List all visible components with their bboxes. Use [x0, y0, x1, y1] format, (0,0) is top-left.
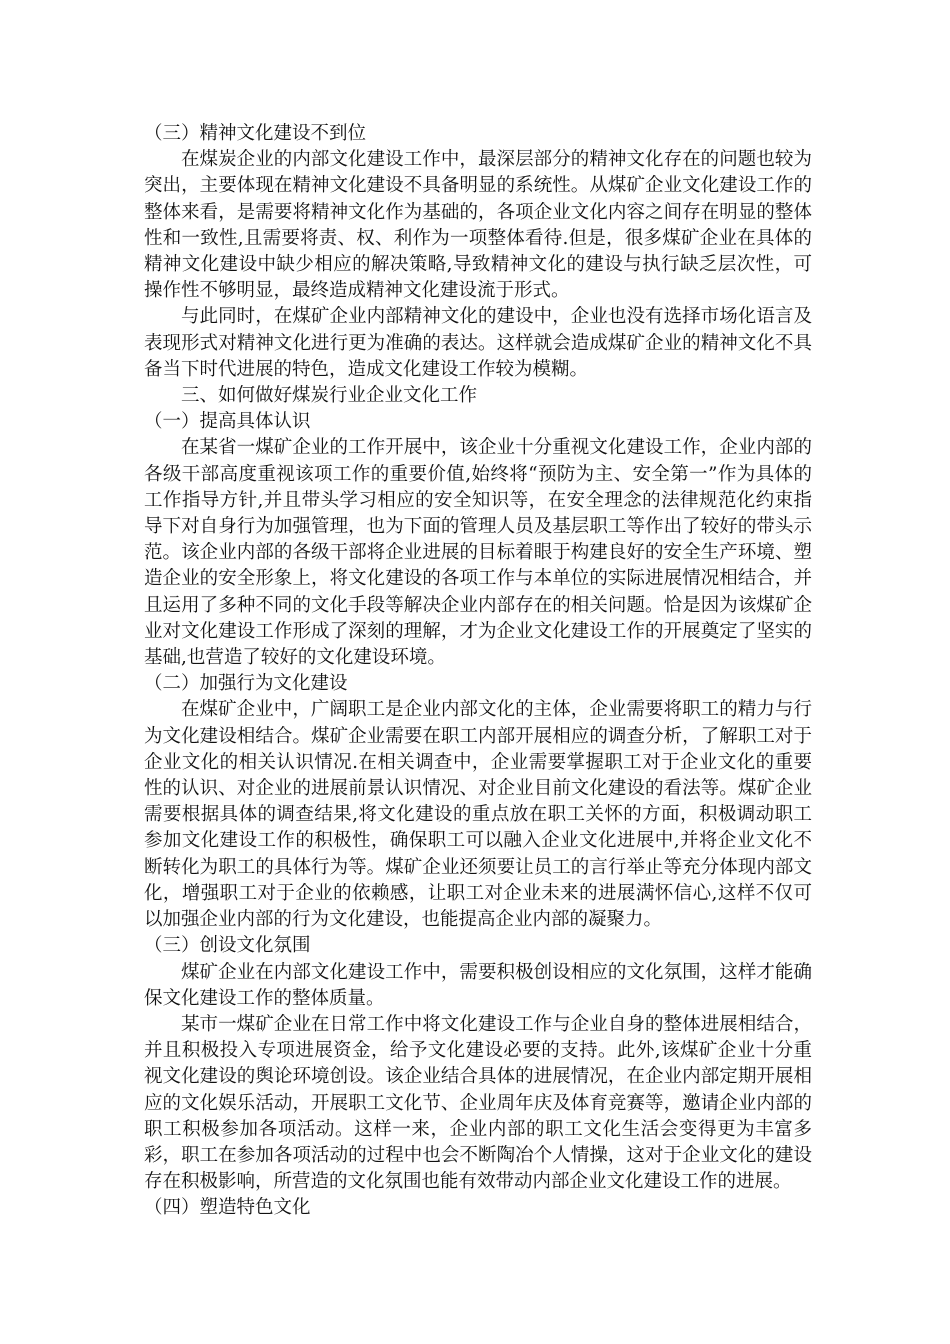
- paragraph: 在煤矿企业中，广阔职工是企业内部文化的主体，企业需要将职工的精力与行为文化建设相结合。煤矿企业需要在职工内部开展相应的调查分析，了解职工对于企业文化的相关认识情况.在相关调查中，企业需要掌握职工对于企业文化的重要性的认识、对企业的进展前景认识情况、对企业目前文化建设的看法等。煤矿企业需要根据具体的调查结果,将文化建设的重点放在职工关怀的方面，积极调动职工参加文化建设工作的积极性，确保职工可以融入企业文化进展中,并将企业文化不断转化为职工的具体行为等。煤矿企业还须要让员工的言行举止等充分体现内部文化，增强职工对于企业的依赖感，让职工对企业未来的进展满怀信心,这样不仅可以加强企业内部的行为文化建设，也能提高企业内部的凝聚力。: [144, 699, 812, 931]
- paragraph: 与此同时，在煤矿企业内部精神文化的建设中，企业也没有选择市场化语言及表现形式对精神文化进行更为准确的表达。这样就会造成煤矿企业的精神文化不具备当下时代进展的特色，造成文化建设工作较为模糊。: [144, 306, 812, 380]
- paragraph: 某市一煤矿企业在日常工作中将文化建设工作与企业自身的整体进展相结合，并且积极投入专项进展资金，给予文化建设必要的支持。此外,该煤矿企业十分重视文化建设的舆论环境创设。该企业结合具体的进展情况，在企业内部定期开展相应的文化娱乐活动，开展职工文化节、企业周年庆及体育竞赛等，邀请企业内部的职工积极参加各项活动。这样一来，企业内部的职工文化生活会变得更为丰富多彩，职工在参加各项活动的过程中也会不断陶冶个人情操，这对于企业文化的建设存在积极影响，所营造的文化氛围也能有效带动内部企业文化建设工作的进展。: [144, 1013, 812, 1193]
- paragraph: 煤矿企业在内部文化建设工作中，需要积极创设相应的文化氛围，这样才能确保文化建设工作的整体质量。: [144, 961, 812, 1009]
- section-heading-raise-awareness: （一）提高具体认识: [144, 411, 311, 433]
- section-heading-behavior-culture: （二）加强行为文化建设: [144, 673, 348, 695]
- document-body: [144, 121, 812, 1222]
- section-heading-characteristic-culture: （四）塑造特色文化: [144, 1197, 311, 1219]
- paragraph: 在某省一煤矿企业的工作开展中，该企业十分重视文化建设工作，企业内部的各级干部高度重视该项工作的重要价值,始终将“预防为主、安全第一”作为具体的工作指导方针,并且带头学习相应的安全知识等，在安全理念的法律规范化约束指导下对自身行为加强管理，也为下面的管理人员及基层职工等作出了较好的带头示范。该企业内部的各级干部将企业进展的目标着眼于构建良好的安全生产环境、塑造企业的安全形象上，将文化建设的各项工作与本单位的实际进展情况相结合，并且运用了多种不同的文化手段等解决企业内部存在的相关问题。恰是因为该煤矿企业对文化建设工作形成了深刻的理解，才为企业文化建设工作的开展奠定了坚实的基础,也营造了较好的文化建设环境。: [144, 437, 812, 669]
- chapter-heading: 三、如何做好煤炭行业企业文化工作: [181, 385, 478, 407]
- paragraph: 在煤炭企业的内部文化建设工作中，最深层部分的精神文化存在的问题也较为突出，主要体现在精神文化建设不具备明显的系统性。从煤矿企业文化建设工作的整体来看，是需要将精神文化作为基础的，各项企业文化内容之间存在明显的整体性和一致性,且需要将责、权、利作为一项整体看待.但是，很多煤矿企业在具体的精神文化建设中缺少相应的解决策略,导致精神文化的建设与执行缺乏层次性，可操作性不够明显，最终造成精神文化建设流于形式。: [144, 149, 812, 302]
- section-heading-culture-atmosphere: （三）创设文化氛围: [144, 935, 311, 957]
- section-heading-spiritual-culture: （三）精神文化建设不到位: [144, 123, 367, 144]
